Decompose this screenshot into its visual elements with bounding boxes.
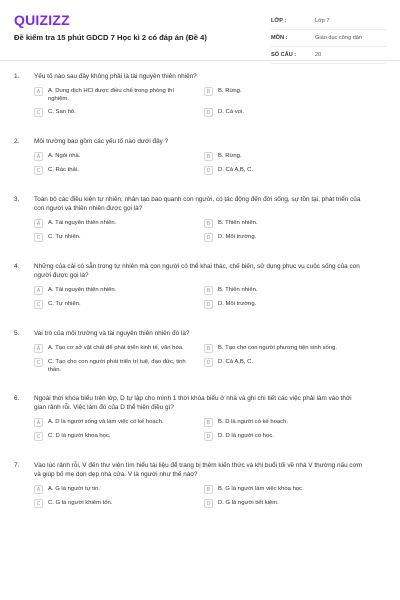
- quizizz-logo: QUIZIZZ: [14, 12, 70, 28]
- worksheet-title: Đề kiểm tra 15 phút GDCD 7 Học kì 2 có đáp án (Đề 4): [14, 33, 207, 42]
- question-3: [0, 195, 400, 242]
- options-row: [34, 418, 374, 427]
- answer-option-b[interactable]: [204, 344, 374, 353]
- question-6: [0, 394, 400, 441]
- question-header: [0, 262, 400, 280]
- question-header: [0, 195, 400, 213]
- option-letter-box: B: [204, 485, 213, 494]
- option-letter-box: D: [204, 300, 213, 309]
- question-header: [0, 394, 400, 412]
- option-letter-box: D: [204, 432, 213, 441]
- answer-option-d[interactable]: [204, 432, 374, 441]
- question-number: 3.: [14, 196, 20, 203]
- option-text: D. Môi trường.: [218, 234, 257, 240]
- option-text: D. G là người tiết kiệm.: [218, 500, 279, 506]
- answer-option-d[interactable]: [204, 300, 374, 309]
- question-header: [0, 137, 400, 146]
- answer-option-b[interactable]: [204, 418, 374, 427]
- options-row: [34, 166, 374, 175]
- option-text: C. Tự nhiên.: [48, 234, 81, 240]
- option-letter-box: B: [204, 286, 213, 295]
- option-letter-box: D: [204, 358, 213, 367]
- question-5: [0, 329, 400, 374]
- option-letter-box: D: [204, 166, 213, 175]
- answer-option-c[interactable]: [34, 108, 204, 117]
- option-text: A. Tạo cơ sở vật chất để phát triển kinh tế, văn hóa.: [48, 345, 184, 351]
- option-letter-box: B: [204, 152, 213, 161]
- option-text: B. Rừng.: [218, 153, 242, 159]
- question-7: [0, 461, 400, 508]
- option-text: D. Cả A,B, C.: [218, 167, 254, 173]
- meta-value: 20: [315, 52, 322, 58]
- option-text: D. Môi trường.: [218, 301, 257, 307]
- question-header: [0, 72, 400, 81]
- question-text: Những của cải có sẵn trong tự nhiên mà con người có thể khai thác, chế biến, sử dụng phục vụ cuộc sống của con người được gọi là?: [34, 263, 360, 279]
- option-text: A. Ngôi nhà.: [48, 153, 81, 159]
- answer-option-d[interactable]: [204, 233, 374, 242]
- option-text: C. D là người khoa học.: [48, 433, 111, 439]
- option-text: A. Tài nguyên thiên nhiên.: [48, 287, 117, 293]
- option-text: C. Tự nhiên.: [48, 301, 81, 307]
- option-text: B. Tạo cho con người phương tiện sinh sống.: [218, 345, 337, 351]
- answer-option-c[interactable]: [34, 233, 204, 242]
- option-letter-box: A: [34, 286, 43, 295]
- options-row: [34, 432, 374, 441]
- option-letter-box: C: [34, 108, 43, 117]
- meta-label: LỚP :: [271, 18, 287, 24]
- answer-options: [34, 152, 374, 175]
- question-number: 6.: [14, 395, 20, 402]
- question-number: 7.: [14, 462, 20, 469]
- option-text: C. Tạo cho con người phát triển trí tuệ, đạo đức, tinh thần.: [48, 359, 186, 373]
- options-row: [34, 286, 374, 295]
- option-letter-box: A: [34, 418, 43, 427]
- options-row: [34, 152, 374, 161]
- meta-row-class: [271, 13, 386, 30]
- options-row: [34, 108, 374, 117]
- answer-option-b[interactable]: [204, 485, 374, 494]
- meta-row-subject: [271, 30, 386, 47]
- worksheet-header: [0, 0, 400, 61]
- options-row: [34, 499, 374, 508]
- option-letter-box: B: [204, 87, 213, 96]
- option-text: A. Dung dịch HCl được điều chế trong phòng thí nghiệm.: [48, 88, 175, 102]
- option-letter-box: C: [34, 499, 43, 508]
- answer-option-a[interactable]: [34, 219, 204, 228]
- question-text: Vai trò của môi trường và tài nguyên thiên nhiên đó là?: [34, 330, 190, 337]
- option-text: D. Cá voi.: [218, 109, 244, 115]
- option-letter-box: B: [204, 219, 213, 228]
- answer-option-b[interactable]: [204, 286, 374, 295]
- answer-option-a[interactable]: [34, 152, 204, 161]
- option-letter-box: A: [34, 87, 43, 96]
- option-text: B. Thiên nhiên.: [218, 287, 258, 293]
- option-text: B. Rừng.: [218, 88, 242, 94]
- question-number: 4.: [14, 263, 20, 270]
- answer-option-a[interactable]: [34, 418, 204, 427]
- option-letter-box: B: [204, 344, 213, 353]
- question-1: [0, 72, 400, 117]
- option-text: A. G là người tự tin.: [48, 486, 101, 492]
- option-text: B. D là người có kế hoạch.: [218, 419, 289, 425]
- question-text: Ngoài thời khóa biểu trên lớp, D tự lập cho mình 1 thời khóa biểu ở nhà và ghi chi tiết các việc phải làm vào thời gian rảnh rỗi. Việc làm đó của D thể hiện điều gì?: [34, 395, 352, 411]
- options-row: [34, 219, 374, 228]
- option-letter-box: B: [204, 418, 213, 427]
- answer-options: [34, 344, 374, 374]
- answer-option-c[interactable]: [34, 166, 204, 175]
- option-letter-box: C: [34, 166, 43, 175]
- answer-option-a[interactable]: [34, 286, 204, 295]
- answer-option-b[interactable]: [204, 219, 374, 228]
- option-letter-box: A: [34, 152, 43, 161]
- question-header: [0, 461, 400, 479]
- answer-option-c[interactable]: [34, 300, 204, 309]
- answer-options: [34, 286, 374, 309]
- question-2: [0, 137, 400, 175]
- options-row: [34, 358, 374, 374]
- answer-option-d[interactable]: [204, 499, 374, 508]
- option-letter-box: D: [204, 108, 213, 117]
- question-text: Yếu tố nào sau đây không phải là tài nguyên thiên nhiên?: [34, 73, 197, 80]
- answer-option-a[interactable]: [34, 87, 204, 103]
- question-text: Toàn bộ các điều kiện tự nhiên, nhân tạo bao quanh con người, có tác động đến đời sống, sự tồn tại, phát triển của con người và thiên nhiên được gọi là?: [34, 196, 361, 212]
- answer-options: [34, 87, 374, 117]
- option-letter-box: D: [204, 499, 213, 508]
- option-text: D. D là người có học.: [218, 433, 274, 439]
- option-letter-box: C: [34, 358, 43, 367]
- option-letter-box: C: [34, 432, 43, 441]
- question-header: [0, 329, 400, 338]
- answer-option-c[interactable]: [34, 499, 204, 508]
- question-4: [0, 262, 400, 309]
- option-text: A. Tài nguyên thiên nhiên.: [48, 220, 117, 226]
- option-letter-box: A: [34, 344, 43, 353]
- options-row: [34, 87, 374, 103]
- options-row: [34, 300, 374, 309]
- option-letter-box: C: [34, 300, 43, 309]
- question-text: Vào lúc rảnh rỗi, V đến thư viện tìm hiểu tài liệu để trang bị thêm kiến thức và khi buổi tối về nhà V thường nấu cơm và giúp bố mẹ dọn dẹp nhà cửa. V là người như thế nào?: [34, 462, 363, 478]
- answer-option-b[interactable]: [204, 152, 374, 161]
- answer-option-d[interactable]: [204, 166, 374, 175]
- question-number: 5.: [14, 330, 20, 337]
- answer-options: [34, 418, 374, 441]
- option-text: C. Rác thải.: [48, 167, 79, 173]
- question-number: 2.: [14, 138, 20, 145]
- option-text: C. G là người khiêm tốn.: [48, 500, 113, 506]
- meta-label: MÔN :: [271, 35, 288, 41]
- answer-option-c[interactable]: [34, 432, 204, 441]
- answer-option-b[interactable]: [204, 87, 374, 103]
- meta-row-question-count: [271, 47, 386, 64]
- answer-option-c[interactable]: [34, 358, 204, 374]
- option-text: D. Cả A,B, C.: [218, 359, 254, 365]
- options-row: [34, 485, 374, 494]
- options-row: [34, 344, 374, 353]
- option-text: C. San hô.: [48, 109, 76, 115]
- meta-value: Giáo dục công dân: [315, 35, 362, 41]
- answer-options: [34, 219, 374, 242]
- option-text: B. Thiên nhiên.: [218, 220, 258, 226]
- question-text: Môi trường bao gồm các yếu tố nào dưới đây ?: [34, 138, 169, 145]
- question-number: 1.: [14, 73, 20, 80]
- option-text: B. G là người làm việc khoa học.: [218, 486, 304, 492]
- options-row: [34, 233, 374, 242]
- worksheet-meta: [271, 13, 386, 64]
- answer-options: [34, 485, 374, 508]
- answer-option-d[interactable]: [204, 108, 374, 117]
- option-letter-box: D: [204, 233, 213, 242]
- question-list: [0, 72, 400, 513]
- option-letter-box: C: [34, 233, 43, 242]
- answer-option-a[interactable]: [34, 485, 204, 494]
- meta-value: Lớp 7: [315, 18, 330, 24]
- meta-label: SỐ CÂU :: [271, 52, 297, 58]
- option-letter-box: A: [34, 219, 43, 228]
- answer-option-d[interactable]: [204, 358, 374, 374]
- answer-option-a[interactable]: [34, 344, 204, 353]
- option-letter-box: A: [34, 485, 43, 494]
- option-text: A. D là người sống và làm việc có kế hoạch.: [48, 419, 164, 425]
